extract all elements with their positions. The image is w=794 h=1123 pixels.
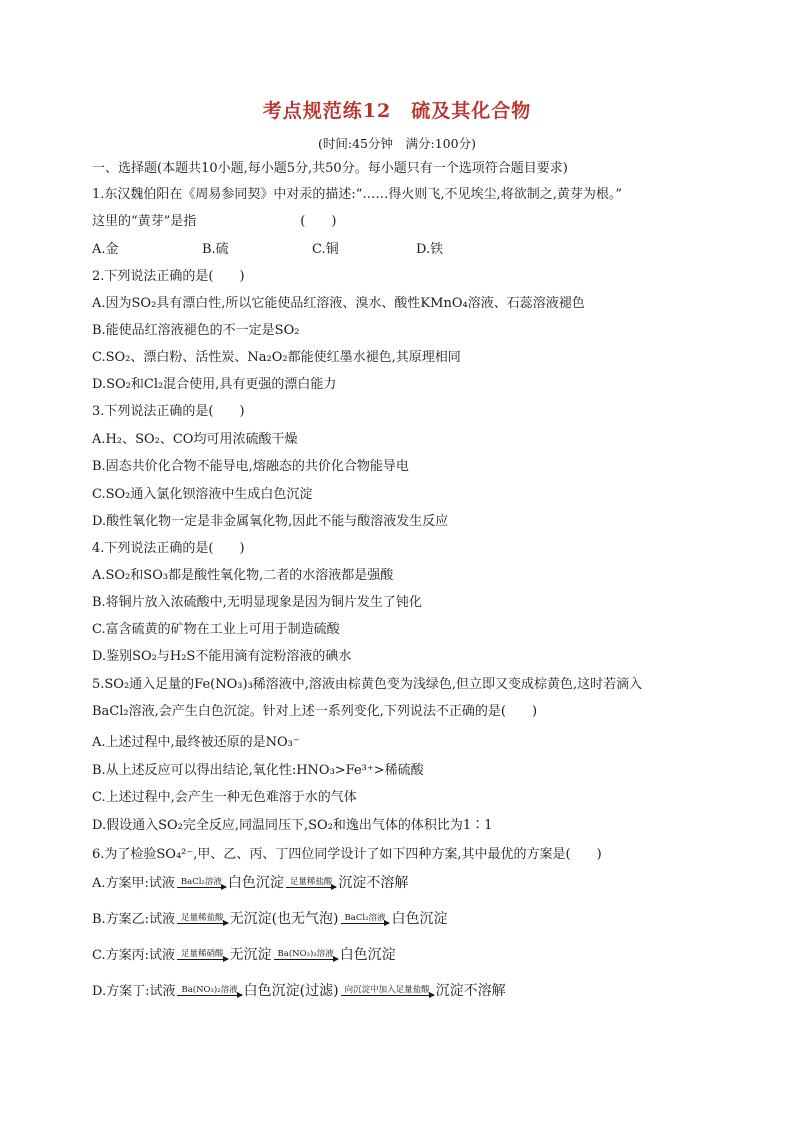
q4-option-a: A.SO₂和SO₃都是酸性氧化物,二者的水溶液都是强酸 xyxy=(92,568,394,583)
page-title: 考点规范练12 硫及其化合物 xyxy=(262,100,532,122)
reaction-arrow xyxy=(177,950,228,965)
q6-option-d xyxy=(92,982,506,1001)
q6-c-reagent2: Ba(NO₃)₂溶液 xyxy=(277,949,334,959)
q2-option-c: C.SO₂、漂白粉、活性炭、Na₂O₂都能使红墨水褪色,其原理相同 xyxy=(92,350,461,365)
q1-option-b: B.硫 xyxy=(202,242,229,257)
q6-a-reagent2: 足量稀盐酸 xyxy=(289,877,333,887)
q6-stem: 6.为了检验SO₄²⁻,甲、乙、丙、丁四位同学设计了如下四种方案,其中最优的方案是( ) xyxy=(92,847,602,862)
q4-option-c: C.富含硫黄的矿物在工业上可用于制造硫酸 xyxy=(92,622,340,637)
q5-option-b: B.从上述反应可以得出结论,氧化性:HNO₃>Fe³⁺>稀硫酸 xyxy=(92,763,424,778)
q4-option-b: B.将铜片放入浓硫酸中,无明显现象是因为铜片发生了钝化 xyxy=(92,595,422,610)
q6-b-product1: 无沉淀(也无气泡) xyxy=(229,911,339,927)
q6-b-product2: 白色沉淀 xyxy=(391,911,448,927)
q6-a-product2: 沉淀不溶解 xyxy=(338,875,409,891)
q5-option-c: C.上述过程中,会产生一种无色难溶于水的气体 xyxy=(92,790,357,805)
reaction-arrow xyxy=(274,950,338,965)
q5-stem-line1: 5.SO₂通入足量的Fe(NO₃)₃稀溶液中,溶液由棕黄色变为浅绿色,但立即又变成棕黄色,这时若滴入 xyxy=(92,677,643,692)
q6-c-product2: 白色沉淀 xyxy=(339,947,396,963)
q6-option-a xyxy=(92,874,408,893)
q3-stem: 3.下列说法正确的是( ) xyxy=(92,404,245,419)
reaction-arrow xyxy=(286,878,337,893)
q2-stem: 2.下列说法正确的是( ) xyxy=(92,269,245,284)
q6-a-product1: 白色沉淀 xyxy=(227,875,284,891)
q6-b-prefix: B.方案乙:试液 xyxy=(92,912,176,927)
q3-option-b: B.固态共价化合物不能导电,熔融态的共价化合物能导电 xyxy=(92,459,409,474)
q1-stem-line1: 1.东汉魏伯阳在《周易参同契》中对汞的描述:“……得火则飞,不见埃尘,将欲制之,黄芽为根。” xyxy=(92,187,622,202)
q1-option-d: D.铁 xyxy=(416,242,444,257)
q6-d-product2: 沉淀不溶解 xyxy=(435,983,506,999)
q6-d-reagent1: Ba(NO₃)₂溶液 xyxy=(181,985,238,995)
q5-stem-line2: BaCl₂溶液,会产生白色沉淀。针对上述一系列变化,下列说法不正确的是( ) xyxy=(92,704,538,719)
q4-stem: 4.下列说法正确的是( ) xyxy=(92,541,245,556)
q6-d-product1: 白色沉淀(过滤) xyxy=(243,983,339,999)
q6-c-reagent1: 足量稀硝酸 xyxy=(181,949,224,959)
q2-option-b: B.能使品红溶液褪色的不一定是SO₂ xyxy=(92,323,300,338)
q6-a-prefix: A.方案甲:试液 xyxy=(92,876,175,891)
q5-option-a: A.上述过程中,最终被还原的是NO₃⁻ xyxy=(92,735,300,750)
q4-option-d: D.鉴别SO₂与H₂S不能用滴有淀粉溶液的碘水 xyxy=(92,649,352,664)
q1-stem-line2: 这里的“黄芽”是指 ( ) xyxy=(92,214,337,229)
q6-b-reagent2: BaCl₂溶液 xyxy=(344,913,386,923)
q1-option-c: C.铜 xyxy=(312,242,339,257)
q6-option-b xyxy=(92,910,447,929)
q2-option-a: A.因为SO₂具有漂白性,所以它能使品红溶液、溴水、酸性KMnO₄溶液、石蕊溶液褪色 xyxy=(92,296,585,311)
reaction-arrow xyxy=(341,914,390,929)
q6-c-prefix: C.方案丙:试液 xyxy=(92,948,175,963)
q6-a-reagent1: BaCl₂溶液 xyxy=(180,877,222,887)
q6-d-reagent2: 向沉淀中加入足量盐酸 xyxy=(344,985,430,995)
q6-d-prefix: D.方案丁:试液 xyxy=(92,984,176,999)
q2-option-d: D.SO₂和Cl₂混合使用,具有更强的漂白能力 xyxy=(92,377,337,392)
q3-option-d: D.酸性氧化物一定是非金属氧化物,因此不能与酸溶液发生反应 xyxy=(92,514,449,529)
reaction-arrow xyxy=(177,986,241,1001)
q5-option-d: D.假设通入SO₂完全反应,同温同压下,SO₂和逸出气体的体积比为1∶1 xyxy=(92,818,493,833)
reaction-arrow xyxy=(341,986,434,1001)
q3-option-c: C.SO₂通入氯化钡溶液中生成白色沉淀 xyxy=(92,487,313,502)
q6-b-reagent1: 足量稀盐酸 xyxy=(181,913,224,923)
page-subtitle: (时间:45分钟 满分:100分) xyxy=(318,136,476,151)
q3-option-a: A.H₂、SO₂、CO均可用浓硫酸干燥 xyxy=(92,432,298,447)
reaction-arrow xyxy=(177,878,226,893)
q6-c-product1: 无沉淀 xyxy=(229,947,272,963)
reaction-arrow xyxy=(177,914,228,929)
q6-option-c xyxy=(92,946,396,965)
section-heading: 一、选择题(本题共10小题,每小题5分,共50分。每小题只有一个选项符合题目要求) xyxy=(92,161,568,176)
q1-options xyxy=(92,241,443,259)
q1-option-a: A.金 xyxy=(92,242,119,257)
